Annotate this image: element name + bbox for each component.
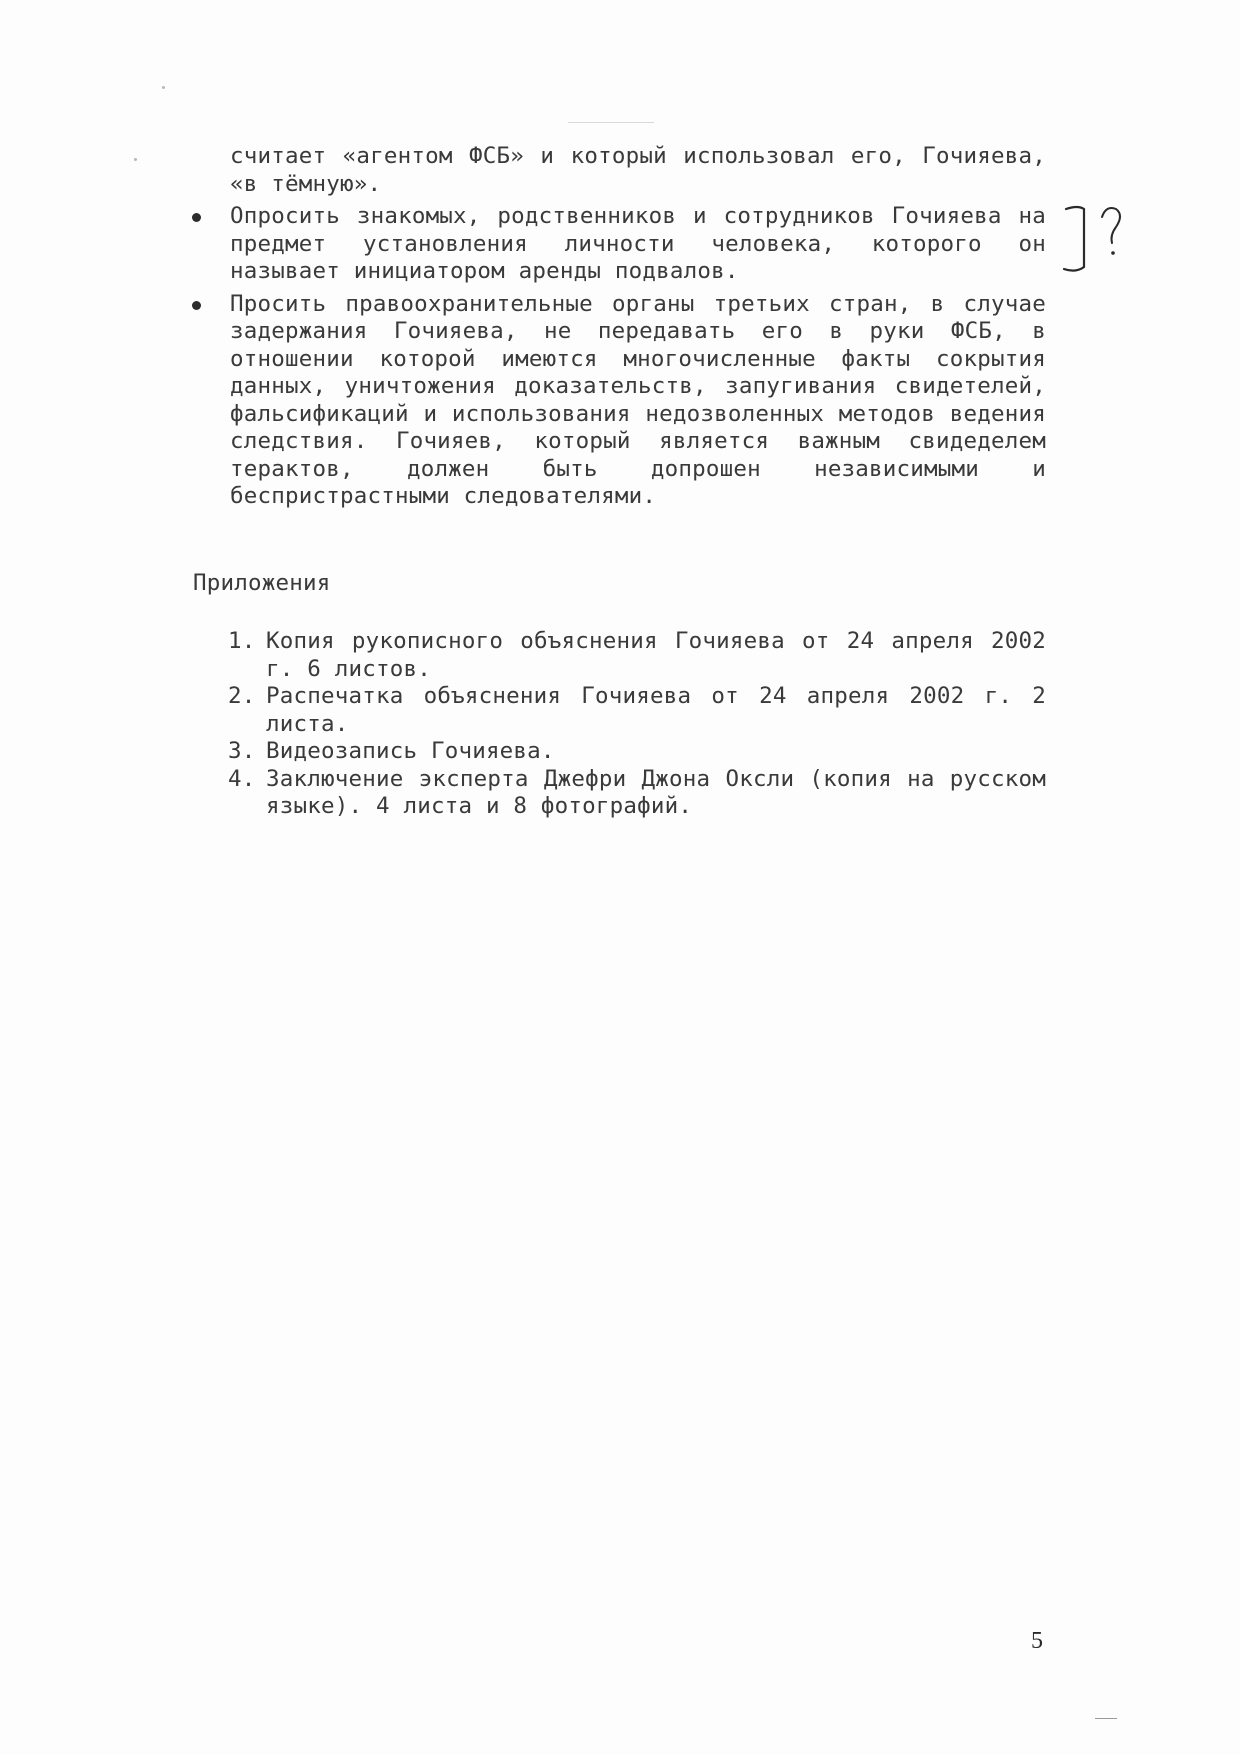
list-item-text: Просить правоохранительные органы третьих стран, в случае задержания Гочияева, не передавать его в руки ФСБ, в отношении которой имеются многочисленные факты сокрытия данных, уничтожения доказательств, запугивания свидетелей, фальсификаций и использования недозволенных методов ведения следствия. Гочияев, который является важным свидеделем терактов, должен быть допрошен независимыми и беспристрастными следователями.: [230, 290, 1046, 509]
scan-artifact: [1095, 1718, 1117, 1719]
list-item: [228, 738, 1046, 766]
list-item: [228, 683, 1046, 738]
bullet-icon: [192, 213, 201, 222]
list-item: [228, 628, 1046, 683]
list-item-text: Копия рукописного объяснения Гочияева от 24 апреля 2002 г. 6 листов.: [266, 628, 1046, 682]
page-number: 5: [1031, 1628, 1043, 1654]
handwritten-bracket-question-icon: [1058, 203, 1138, 275]
list-item-number: 2.: [228, 683, 256, 709]
list-item: [192, 203, 1046, 286]
list-item-text: Заключение эксперта Джефри Джона Оксли (копия на русском языке). 4 листа и 8 фотографий.: [266, 765, 1046, 819]
scan-artifact: [134, 158, 137, 161]
list-item-text: Видеозапись Гочияева.: [266, 738, 555, 764]
list-item: [228, 766, 1046, 821]
list-item-text: Распечатка объяснения Гочияева от 24 апреля 2002 г. 2 листа.: [266, 683, 1046, 737]
list-item-number: 3.: [228, 738, 256, 764]
list-item-text: Опросить знакомых, родственников и сотрудников Гочияева на предмет установления личности человека, которого он называет инициатором аренды подвалов.: [230, 203, 1046, 284]
appendix-heading: Приложения: [193, 570, 331, 596]
continuation-paragraph: считает «агентом ФСБ» и который использовал его, Гочияева, «в тёмную».: [230, 143, 1046, 197]
appendix-list: [228, 628, 1046, 821]
list-item: [192, 291, 1046, 511]
bullet-icon: [192, 301, 201, 310]
recommendations-list: [192, 203, 1046, 516]
scan-artifact: [162, 86, 165, 89]
scan-artifact: [568, 122, 654, 123]
list-item-number: 4.: [228, 765, 256, 792]
list-item-number: 1.: [228, 628, 256, 654]
